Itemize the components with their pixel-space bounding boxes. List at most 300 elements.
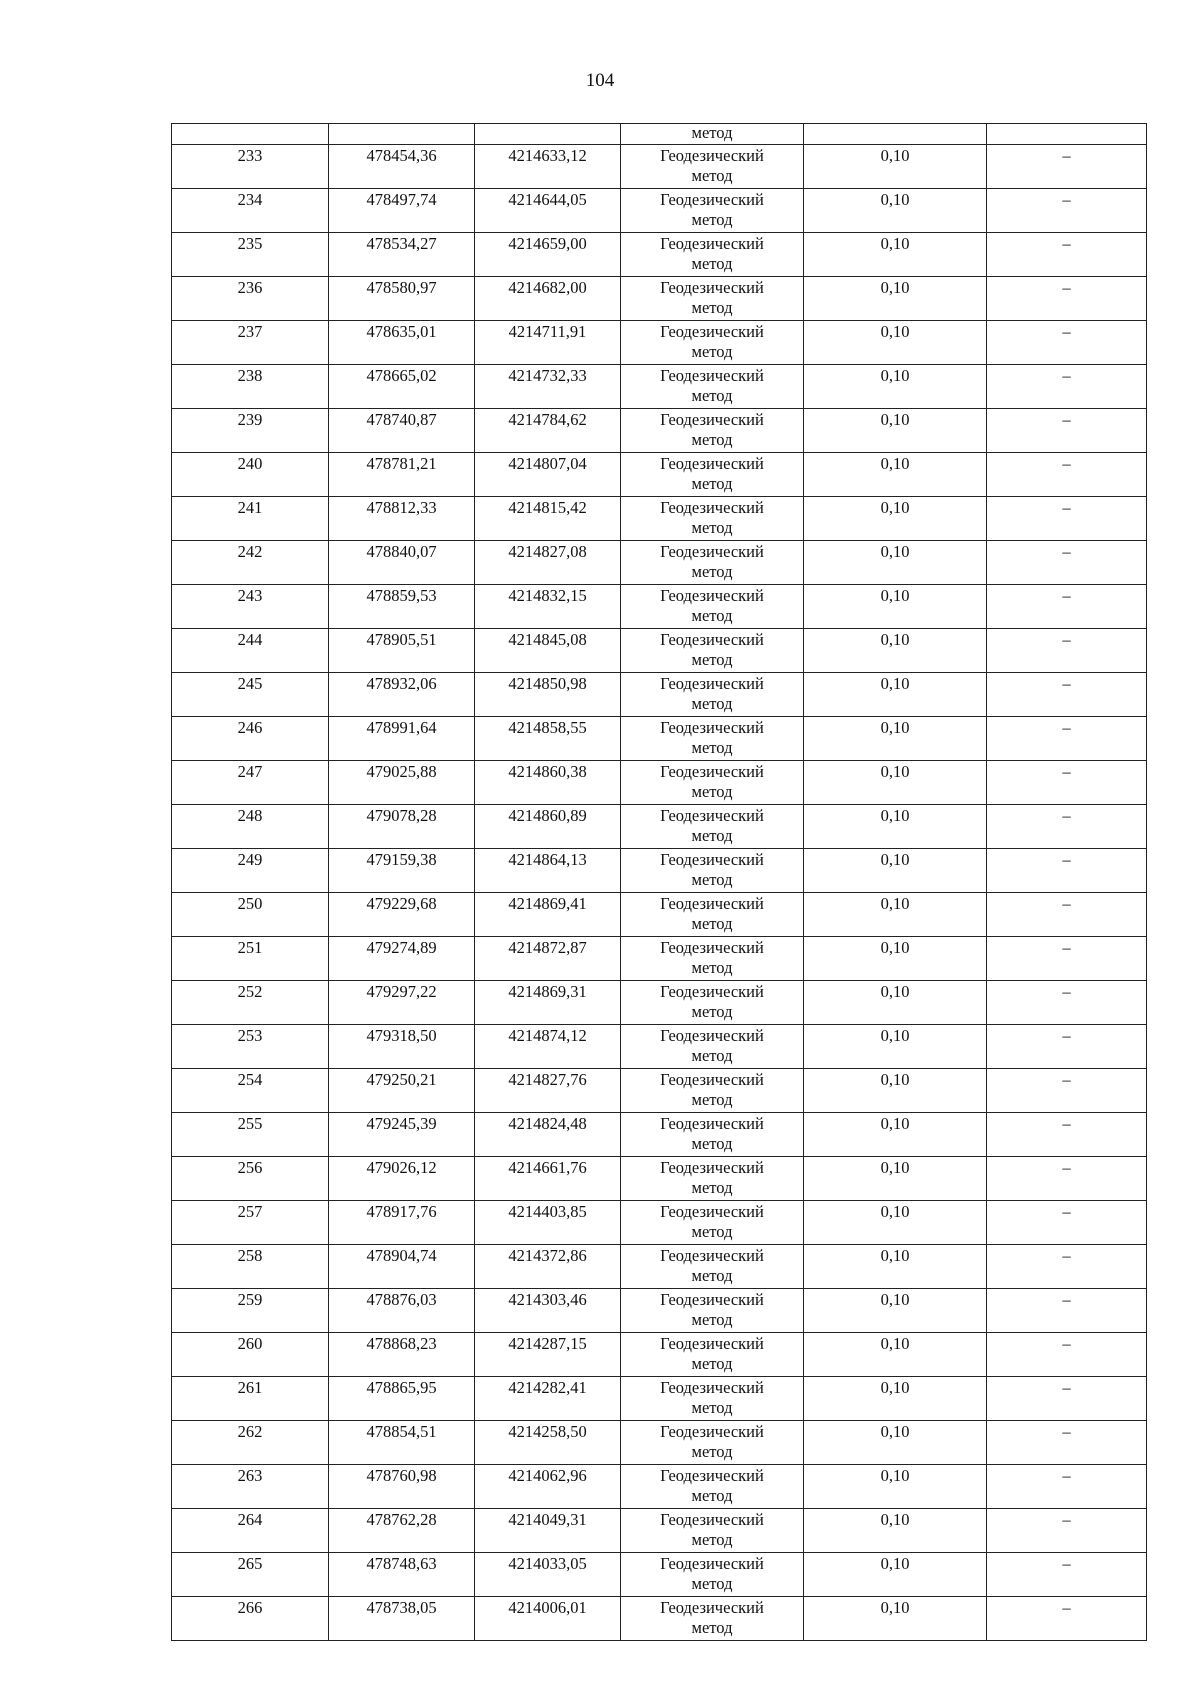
cell-accuracy: 0,10: [804, 585, 987, 629]
method-line-2: метод: [691, 1310, 733, 1329]
method-line-2: метод: [691, 826, 733, 845]
table-row: [172, 145, 1147, 189]
method-line-1: Геодезический: [660, 762, 764, 781]
cell-method: [621, 629, 804, 673]
cell-x: 479078,28: [329, 805, 475, 849]
method-line-1: Геодезический: [660, 322, 764, 341]
table-row: [172, 1597, 1147, 1641]
method-line-2: метод: [691, 386, 733, 405]
cell-accuracy: 0,10: [804, 629, 987, 673]
cell-accuracy: 0,10: [804, 1509, 987, 1553]
table-row: [172, 1333, 1147, 1377]
cell-x: 478760,98: [329, 1465, 475, 1509]
table-row: [172, 1201, 1147, 1245]
cell-method: [621, 1509, 804, 1553]
cell-accuracy: 0,10: [804, 981, 987, 1025]
cell-y: 4214682,00: [475, 277, 621, 321]
method-line-1: Геодезический: [660, 1290, 764, 1309]
cell-y: 4214633,12: [475, 145, 621, 189]
cell-x: 479297,22: [329, 981, 475, 1025]
method-line-1: Геодезический: [660, 1158, 764, 1177]
method-line-2: метод: [691, 650, 733, 669]
cell-y: 4214860,38: [475, 761, 621, 805]
cell-point-number: 265: [172, 1553, 329, 1597]
cell-note: –: [987, 629, 1147, 673]
cell-x: 478854,51: [329, 1421, 475, 1465]
cell-note: –: [987, 541, 1147, 585]
cell-point-number: 245: [172, 673, 329, 717]
table-row: [172, 717, 1147, 761]
cell-method: [621, 189, 804, 233]
cell-y: 4214303,46: [475, 1289, 621, 1333]
cell-note: –: [987, 1465, 1147, 1509]
method-line-1: Геодезический: [660, 1422, 764, 1441]
method-line-2: метод: [691, 1618, 733, 1637]
cell-y: 4214732,33: [475, 365, 621, 409]
cell-note: –: [987, 1157, 1147, 1201]
table-row: [172, 189, 1147, 233]
cell-accuracy: 0,10: [804, 1377, 987, 1421]
method-line-1: Геодезический: [660, 542, 764, 561]
cell-point-number: 238: [172, 365, 329, 409]
method-line-2: метод: [691, 1354, 733, 1373]
cell-method: [621, 145, 804, 189]
table-row: [172, 629, 1147, 673]
cell-accuracy: 0,10: [804, 145, 987, 189]
cell-method: [621, 1377, 804, 1421]
cell-accuracy: 0,10: [804, 189, 987, 233]
cell-method: [621, 893, 804, 937]
cell-point-number: 252: [172, 981, 329, 1025]
continuation-row: [172, 124, 1147, 145]
cell-accuracy: 0,10: [804, 1113, 987, 1157]
cell-note: –: [987, 717, 1147, 761]
cell-point-number: 234: [172, 189, 329, 233]
cell-method: [621, 1553, 804, 1597]
table-row: [172, 1025, 1147, 1069]
method-line-1: Геодезический: [660, 894, 764, 913]
cell-x: 479025,88: [329, 761, 475, 805]
method-line-1: Геодезический: [660, 234, 764, 253]
cell-point-number: 264: [172, 1509, 329, 1553]
method-line-1: Геодезический: [660, 1466, 764, 1485]
method-line-2: метод: [691, 1530, 733, 1549]
cell-y: 4214258,50: [475, 1421, 621, 1465]
cell-y: 4214711,91: [475, 321, 621, 365]
table-row: [172, 673, 1147, 717]
cell-y: 4214659,00: [475, 233, 621, 277]
page-number: 104: [585, 70, 615, 91]
table-row: [172, 1509, 1147, 1553]
cell-y: 4214282,41: [475, 1377, 621, 1421]
method-line-2: метод: [691, 430, 733, 449]
table-row: [172, 1157, 1147, 1201]
cell-point-number: 243: [172, 585, 329, 629]
cell-note: –: [987, 233, 1147, 277]
method-line-1: Геодезический: [660, 1026, 764, 1045]
cell-y: 4214827,76: [475, 1069, 621, 1113]
cell-method: [621, 1421, 804, 1465]
method-line-1: Геодезический: [660, 1510, 764, 1529]
cell-y: 4214807,04: [475, 453, 621, 497]
cell-accuracy: 0,10: [804, 1597, 987, 1641]
cell-note: –: [987, 497, 1147, 541]
cell-accuracy: 0,10: [804, 1553, 987, 1597]
cell-point-number: 235: [172, 233, 329, 277]
cell-method: [621, 1597, 804, 1641]
method-line-1: Геодезический: [660, 146, 764, 165]
cell-accuracy: 0,10: [804, 497, 987, 541]
cell-method: [621, 981, 804, 1025]
cell-method: [621, 365, 804, 409]
method-line-2: метод: [691, 298, 733, 317]
method-line-1: Геодезический: [660, 454, 764, 473]
method-line-1: Геодезический: [660, 586, 764, 605]
cell-method: [621, 673, 804, 717]
method-line-1: Геодезический: [660, 366, 764, 385]
cell-method: [621, 761, 804, 805]
cell-point-number: 257: [172, 1201, 329, 1245]
method-line-1: Геодезический: [660, 850, 764, 869]
cell-note: –: [987, 1509, 1147, 1553]
cell-x: 478840,07: [329, 541, 475, 585]
method-line-1: Геодезический: [660, 1334, 764, 1353]
cell-y: [475, 124, 621, 145]
cell-note: –: [987, 1113, 1147, 1157]
cell-x: 478781,21: [329, 453, 475, 497]
method-line-2: метод: [691, 606, 733, 625]
table-row: [172, 761, 1147, 805]
cell-note: –: [987, 365, 1147, 409]
cell-y: 4214062,96: [475, 1465, 621, 1509]
cell-note: –: [987, 1597, 1147, 1641]
cell-x: 478868,23: [329, 1333, 475, 1377]
cell-x: 478738,05: [329, 1597, 475, 1641]
cell-x: 478580,97: [329, 277, 475, 321]
table-row: [172, 1465, 1147, 1509]
cell-point-number: 254: [172, 1069, 329, 1113]
table-row: [172, 321, 1147, 365]
cell-x: 478665,02: [329, 365, 475, 409]
table-row: [172, 497, 1147, 541]
cell-note: –: [987, 1245, 1147, 1289]
method-line-2: метод: [691, 870, 733, 889]
cell-note: –: [987, 937, 1147, 981]
table-row: [172, 585, 1147, 629]
cell-method: [621, 849, 804, 893]
cell-note: [987, 124, 1147, 145]
table-row: [172, 937, 1147, 981]
cell-point-number: 233: [172, 145, 329, 189]
cell-note: –: [987, 1069, 1147, 1113]
cell-accuracy: 0,10: [804, 717, 987, 761]
method-line-2: метод: [691, 1486, 733, 1505]
method-line-1: Геодезический: [660, 190, 764, 209]
cell-method: [621, 585, 804, 629]
table-row: [172, 805, 1147, 849]
cell-note: –: [987, 981, 1147, 1025]
method-line-2: метод: [691, 210, 733, 229]
cell-x: 478497,74: [329, 189, 475, 233]
cell-note: –: [987, 585, 1147, 629]
cell-y: 4214784,62: [475, 409, 621, 453]
cell-method: [621, 1201, 804, 1245]
method-line-2: метод: [691, 1134, 733, 1153]
cell-note: –: [987, 1289, 1147, 1333]
cell-point-number: 241: [172, 497, 329, 541]
cell-method: метод: [621, 124, 804, 145]
method-line-2: метод: [691, 1574, 733, 1593]
cell-accuracy: 0,10: [804, 937, 987, 981]
cell-note: –: [987, 1201, 1147, 1245]
cell-point-number: 250: [172, 893, 329, 937]
coordinates-table: [171, 123, 1147, 1641]
table-row: [172, 365, 1147, 409]
cell-x: 479229,68: [329, 893, 475, 937]
method-line-2: метод: [691, 782, 733, 801]
cell-method: [621, 1465, 804, 1509]
cell-accuracy: 0,10: [804, 233, 987, 277]
method-line-2: метод: [691, 1266, 733, 1285]
cell-point-number: 260: [172, 1333, 329, 1377]
cell-point-number: 261: [172, 1377, 329, 1421]
cell-accuracy: 0,10: [804, 409, 987, 453]
cell-x: 479159,38: [329, 849, 475, 893]
table-row: [172, 849, 1147, 893]
table-row: [172, 1069, 1147, 1113]
method-line-2: метод: [691, 1046, 733, 1065]
table-row: [172, 1377, 1147, 1421]
method-line-2: метод: [691, 474, 733, 493]
cell-x: 478454,36: [329, 145, 475, 189]
cell-accuracy: 0,10: [804, 849, 987, 893]
method-line-2: метод: [691, 254, 733, 273]
cell-method: [621, 1245, 804, 1289]
cell-note: –: [987, 673, 1147, 717]
cell-x: 478635,01: [329, 321, 475, 365]
cell-y: 4214372,86: [475, 1245, 621, 1289]
cell-method: [621, 277, 804, 321]
method-line-1: Геодезический: [660, 630, 764, 649]
cell-point-number: 255: [172, 1113, 329, 1157]
cell-accuracy: 0,10: [804, 1333, 987, 1377]
cell-accuracy: [804, 124, 987, 145]
cell-x: [329, 124, 475, 145]
cell-x: 479318,50: [329, 1025, 475, 1069]
cell-y: 4214644,05: [475, 189, 621, 233]
method-line-1: Геодезический: [660, 1598, 764, 1617]
cell-point-number: 246: [172, 717, 329, 761]
cell-x: 479250,21: [329, 1069, 475, 1113]
cell-accuracy: 0,10: [804, 1245, 987, 1289]
cell-method: [621, 233, 804, 277]
cell-note: –: [987, 1377, 1147, 1421]
method-line-1: Геодезический: [660, 806, 764, 825]
cell-accuracy: 0,10: [804, 1157, 987, 1201]
cell-point-number: 249: [172, 849, 329, 893]
cell-accuracy: 0,10: [804, 1465, 987, 1509]
cell-x: 478932,06: [329, 673, 475, 717]
cell-method: [621, 1025, 804, 1069]
cell-method: [621, 1069, 804, 1113]
method-line-2: метод: [691, 166, 733, 185]
cell-point-number: 259: [172, 1289, 329, 1333]
table-row: [172, 233, 1147, 277]
cell-y: 4214827,08: [475, 541, 621, 585]
cell-point-number: 262: [172, 1421, 329, 1465]
cell-accuracy: 0,10: [804, 1025, 987, 1069]
method-line-2: метод: [691, 694, 733, 713]
cell-y: 4214860,89: [475, 805, 621, 849]
table-row: [172, 981, 1147, 1025]
method-line-1: Геодезический: [660, 278, 764, 297]
cell-note: –: [987, 189, 1147, 233]
cell-method: [621, 1157, 804, 1201]
cell-point-number: 244: [172, 629, 329, 673]
table-row: [172, 453, 1147, 497]
method-line-1: Геодезический: [660, 718, 764, 737]
cell-accuracy: 0,10: [804, 893, 987, 937]
cell-note: –: [987, 893, 1147, 937]
cell-note: –: [987, 321, 1147, 365]
cell-y: 4214287,15: [475, 1333, 621, 1377]
cell-y: 4214033,05: [475, 1553, 621, 1597]
method-line-2: метод: [691, 342, 733, 361]
cell-method: [621, 1333, 804, 1377]
table-row: [172, 893, 1147, 937]
cell-y: 4214869,31: [475, 981, 621, 1025]
cell-note: –: [987, 1025, 1147, 1069]
cell-x: 478991,64: [329, 717, 475, 761]
cell-point-number: 263: [172, 1465, 329, 1509]
cell-y: 4214845,08: [475, 629, 621, 673]
cell-accuracy: 0,10: [804, 541, 987, 585]
method-line-1: Геодезический: [660, 938, 764, 957]
cell-accuracy: 0,10: [804, 453, 987, 497]
cell-accuracy: 0,10: [804, 1201, 987, 1245]
cell-y: 4214824,48: [475, 1113, 621, 1157]
cell-method: [621, 1289, 804, 1333]
cell-method: [621, 717, 804, 761]
cell-accuracy: 0,10: [804, 1069, 987, 1113]
method-line-2: метод: [691, 738, 733, 757]
cell-note: –: [987, 1333, 1147, 1377]
cell-x: 478740,87: [329, 409, 475, 453]
table-row: [172, 1553, 1147, 1597]
table-row: [172, 1245, 1147, 1289]
cell-method: [621, 1113, 804, 1157]
method-line-1: Геодезический: [660, 1202, 764, 1221]
cell-x: 478859,53: [329, 585, 475, 629]
cell-point-number: [172, 124, 329, 145]
cell-note: –: [987, 453, 1147, 497]
cell-point-number: 266: [172, 1597, 329, 1641]
table-row: [172, 541, 1147, 585]
method-line-2: метод: [691, 562, 733, 581]
cell-x: 478762,28: [329, 1509, 475, 1553]
method-line-2: метод: [691, 1442, 733, 1461]
cell-point-number: 236: [172, 277, 329, 321]
cell-accuracy: 0,10: [804, 1289, 987, 1333]
cell-point-number: 256: [172, 1157, 329, 1201]
cell-y: 4214661,76: [475, 1157, 621, 1201]
method-line-1: Геодезический: [660, 982, 764, 1001]
method-line-2: метод: [691, 1178, 733, 1197]
table-row: [172, 277, 1147, 321]
method-line-1: Геодезический: [660, 674, 764, 693]
method-line-1: Геодезический: [660, 498, 764, 517]
cell-note: –: [987, 1553, 1147, 1597]
method-line-2: метод: [691, 1090, 733, 1109]
cell-accuracy: 0,10: [804, 365, 987, 409]
cell-method: [621, 453, 804, 497]
cell-y: 4214872,87: [475, 937, 621, 981]
method-line-1: Геодезический: [660, 1114, 764, 1133]
table-row: [172, 1113, 1147, 1157]
cell-method: [621, 937, 804, 981]
cell-x: 479026,12: [329, 1157, 475, 1201]
table-row: [172, 1289, 1147, 1333]
method-line-1: Геодезический: [660, 410, 764, 429]
cell-accuracy: 0,10: [804, 761, 987, 805]
cell-y: 4214832,15: [475, 585, 621, 629]
cell-note: –: [987, 277, 1147, 321]
cell-point-number: 240: [172, 453, 329, 497]
cell-y: 4214864,13: [475, 849, 621, 893]
cell-point-number: 242: [172, 541, 329, 585]
cell-y: 4214850,98: [475, 673, 621, 717]
cell-y: 4214006,01: [475, 1597, 621, 1641]
cell-point-number: 253: [172, 1025, 329, 1069]
cell-y: 4214403,85: [475, 1201, 621, 1245]
cell-accuracy: 0,10: [804, 1421, 987, 1465]
cell-method: [621, 805, 804, 849]
cell-note: –: [987, 145, 1147, 189]
cell-y: 4214874,12: [475, 1025, 621, 1069]
cell-x: 479274,89: [329, 937, 475, 981]
cell-note: –: [987, 1421, 1147, 1465]
cell-x: 478876,03: [329, 1289, 475, 1333]
table-row: [172, 1421, 1147, 1465]
method-line-2: метод: [691, 1398, 733, 1417]
cell-y: 4214858,55: [475, 717, 621, 761]
cell-accuracy: 0,10: [804, 321, 987, 365]
cell-point-number: 258: [172, 1245, 329, 1289]
cell-method: [621, 541, 804, 585]
cell-x: 478865,95: [329, 1377, 475, 1421]
cell-method: [621, 497, 804, 541]
cell-accuracy: 0,10: [804, 277, 987, 321]
cell-x: 478748,63: [329, 1553, 475, 1597]
cell-method: [621, 409, 804, 453]
cell-point-number: 237: [172, 321, 329, 365]
cell-note: –: [987, 409, 1147, 453]
cell-accuracy: 0,10: [804, 673, 987, 717]
method-line-2: метод: [691, 958, 733, 977]
cell-note: –: [987, 761, 1147, 805]
method-line-1: Геодезический: [660, 1246, 764, 1265]
cell-point-number: 239: [172, 409, 329, 453]
cell-y: 4214049,31: [475, 1509, 621, 1553]
cell-point-number: 247: [172, 761, 329, 805]
method-line-2: метод: [691, 1002, 733, 1021]
cell-x: 479245,39: [329, 1113, 475, 1157]
cell-method: [621, 321, 804, 365]
cell-y: 4214869,41: [475, 893, 621, 937]
cell-x: 478917,76: [329, 1201, 475, 1245]
method-line-2: метод: [691, 914, 733, 933]
table-row: [172, 409, 1147, 453]
